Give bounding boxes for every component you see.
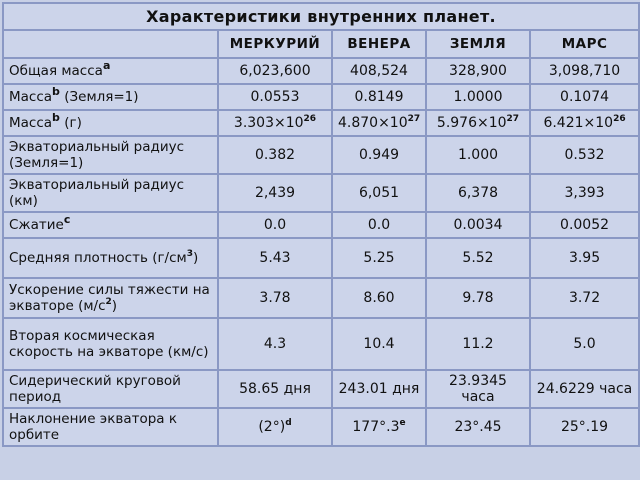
cell-mars: 3.72 <box>530 278 639 318</box>
row-label: Экваториальный радиус (км) <box>3 174 218 212</box>
cell-mercury: 58.65 дня <box>218 370 332 408</box>
cell-mercury: 0.0553 <box>218 84 332 110</box>
table-row <box>3 238 639 278</box>
cell-mars: 25°.19 <box>530 408 639 446</box>
cell-venus: 243.01 дня <box>332 370 426 408</box>
row-label: Вторая космическая скорость на экваторе (км/с) <box>3 318 218 370</box>
cell-mercury: 4.3 <box>218 318 332 370</box>
table-row <box>3 408 639 446</box>
table-row <box>3 370 639 408</box>
header-earth: ЗЕМЛЯ <box>426 30 530 58</box>
cell-mercury: 5.43 <box>218 238 332 278</box>
table-row <box>3 212 639 238</box>
cell-mercury: 3.78 <box>218 278 332 318</box>
cell-earth: 9.78 <box>426 278 530 318</box>
cell-venus: 408,524 <box>332 58 426 84</box>
cell-mars: 3,393 <box>530 174 639 212</box>
cell-earth: 11.2 <box>426 318 530 370</box>
table-row <box>3 318 639 370</box>
header-mercury: МЕРКУРИЙ <box>218 30 332 58</box>
cell-earth: 23°.45 <box>426 408 530 446</box>
cell-mars: 0.1074 <box>530 84 639 110</box>
cell-mars: $6.421\times 10^{26}$ <box>530 110 639 136</box>
row-label: Сидерический круговой период <box>3 370 218 408</box>
row-label: Общая масса$^a$ <box>3 58 218 84</box>
cell-earth: 1.000 <box>426 136 530 174</box>
cell-mercury: $(2^\circ)^d$ <box>218 408 332 446</box>
table-title: Характеристики внутренних планет. <box>3 3 639 30</box>
header-empty <box>3 30 218 58</box>
cell-earth: 5.52 <box>426 238 530 278</box>
cell-earth: 328,900 <box>426 58 530 84</box>
cell-mercury: 0.382 <box>218 136 332 174</box>
cell-mars: 5.0 <box>530 318 639 370</box>
cell-mars: 24.6229 часа <box>530 370 639 408</box>
cell-earth: $5.976\times 10^{27}$ <box>426 110 530 136</box>
cell-earth: 1.0000 <box>426 84 530 110</box>
cell-venus: 10.4 <box>332 318 426 370</box>
row-label: Средняя плотность $(г/см^3)$ <box>3 238 218 278</box>
row-label: Наклонение экватора к орбите <box>3 408 218 446</box>
cell-mercury: 0.0 <box>218 212 332 238</box>
cell-venus: 177°.3e <box>332 408 426 446</box>
cell-venus: 0.949 <box>332 136 426 174</box>
cell-mercury: $3.303\times 10^{26}$ <box>218 110 332 136</box>
cell-venus: 0.8149 <box>332 84 426 110</box>
cell-venus: 6,051 <box>332 174 426 212</box>
cell-mars: 0.0052 <box>530 212 639 238</box>
cell-venus: $4.870\times 10^{27}$ <box>332 110 426 136</box>
cell-mercury: 2,439 <box>218 174 332 212</box>
cell-mars: 3.95 <box>530 238 639 278</box>
row-label: Ускорение силы тяжести на экваторе $(м/с^2)$ <box>3 278 218 318</box>
cell-mercury: 6,023,600 <box>218 58 332 84</box>
cell-earth: 23.9345 часа <box>426 370 530 408</box>
header-mars: МАРС <box>530 30 639 58</box>
table-row <box>3 58 639 84</box>
cell-earth: 6,378 <box>426 174 530 212</box>
cell-venus: 5.25 <box>332 238 426 278</box>
table-row <box>3 110 639 136</box>
table-row <box>3 278 639 318</box>
cell-venus: 0.0 <box>332 212 426 238</box>
cell-earth: 0.0034 <box>426 212 530 238</box>
row-label: Экваториальный радиус (Земля=1) <box>3 136 218 174</box>
row-label: Масса$^b$ (Земля=1) <box>3 84 218 110</box>
row-label: Масса$^b$ (г) <box>3 110 218 136</box>
table-row <box>3 84 639 110</box>
cell-venus: 8.60 <box>332 278 426 318</box>
table-row <box>3 136 639 174</box>
header-venus: ВЕНЕРА <box>332 30 426 58</box>
cell-mars: 0.532 <box>530 136 639 174</box>
table-row <box>3 174 639 212</box>
row-label: Сжатие$^c$ <box>3 212 218 238</box>
cell-mars: 3,098,710 <box>530 58 639 84</box>
planets-table <box>2 2 640 447</box>
